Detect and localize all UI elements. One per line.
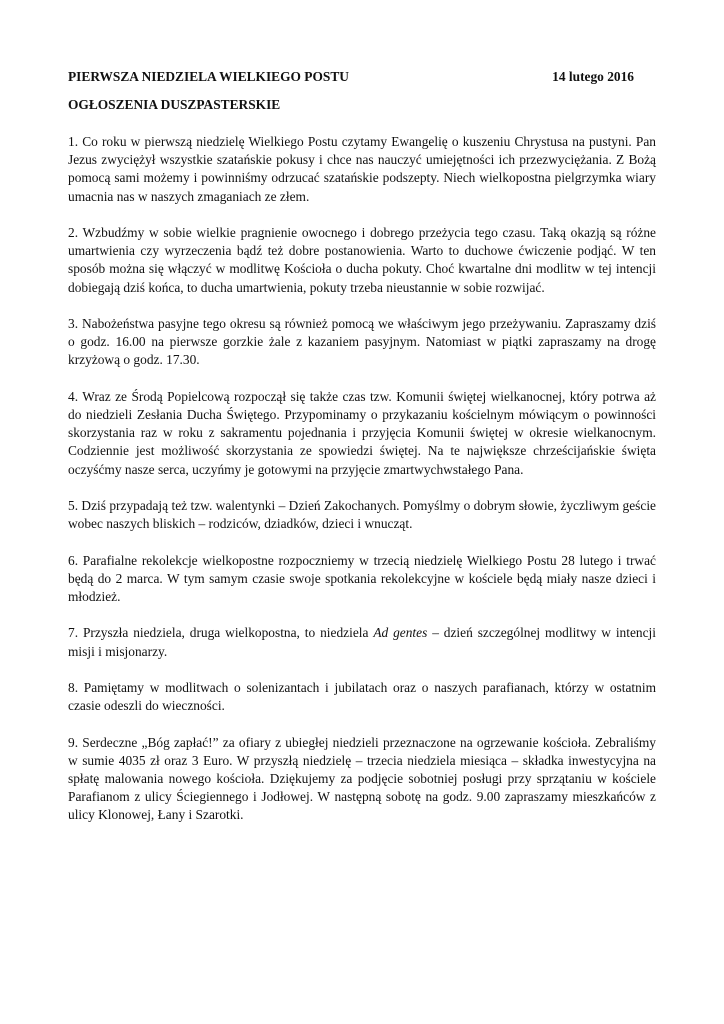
announcement-8: 8. Pamiętamy w modlitwach o solenizantach i jubilatach oraz o naszych parafianach, którzy w ostatnim czasie odeszli do wieczności. xyxy=(68,679,656,714)
announcement-1: 1. Co roku w pierwszą niedzielę Wielkiego Postu czytamy Ewangelię o kuszeniu Chrystusa na pustyni. Pan Jezus zwyciężył wszystkie szatańskie pokusy i chce nas nauczyć umiejętności ich przezwyciężania. Z Bożą pomocą sami możemy i powinniśmy odrzucać szatańskie podszepty. Niech wielkopostna pielgrzymka wiary umacnia nas w naszych zmaganiach ze złem. xyxy=(68,134,656,204)
announcement-7-italic: Ad gentes xyxy=(373,625,428,641)
header-row xyxy=(68,68,656,86)
announcement-7-text-before: 7. Przyszła niedziela, druga wielkopostna, to niedziela xyxy=(68,625,374,641)
announcement-3: 3. Nabożeństwa pasyjne tego okresu są również pomocą we właściwym jego przeżywaniu. Zapraszamy dziś o godz. 16.00 na pierwsze gorzkie żale z kazaniem pasyjnym. Natomiast w piątki zapraszamy na drogę krzyżową o godz. 17.30. xyxy=(68,316,656,368)
announcement-7 xyxy=(68,624,656,660)
announcement-7-text-after: – dzień szczególnej modlitwy w intencji misji i misjonarzy. xyxy=(68,625,656,659)
document-title: PIERWSZA NIEDZIELA WIELKIEGO POSTU xyxy=(68,69,349,84)
announcements-body xyxy=(68,133,656,843)
announcement-9: 9. Serdeczne „Bóg zapłać!” za ofiary z ubiegłej niedzieli przeznaczone na ogrzewanie kościoła. Zebraliśmy w sumie 4035 zł oraz 3 Euro. W przyszłą niedzielę – trzecia niedziela miesiąca – składka inwestycyjna na spłatę malowania nowego kościoła. Dziękujemy za podjęcie sobotniej posługi przy sprzątaniu w kościele Parafianom z ulicy Ściegiennego i Jodłowej. W następną sobotę na godz. 9.00 zapraszamy mieszkańców z ulicy Klonowej, Łany i Szarotki. xyxy=(68,734,656,823)
document-subtitle: OGŁOSZENIA DUSZPASTERSKIE xyxy=(68,97,281,112)
announcement-2: 2. Wzbudźmy w sobie wielkie pragnienie owocnego i dobrego przeżycia tego czasu. Taką okazją są różne umartwienia czy wyrzeczenia bądź też dobre postanowienia. Warto to duchowe ćwiczenie podjąć. W ten sposób można się włączyć w modlitwę Kościoła o ducha pokuty. Choć kwartalne dni modlitw w tej intencji dobiegają dziś końca, to ducha umartwienia, pokuty trzeba nieustannie w sobie rozwijać. xyxy=(68,225,656,295)
document-header xyxy=(68,68,656,114)
announcement-5: 5. Dziś przypadają też tzw. walentynki – Dzień Zakochanych. Pomyślmy o dobrym słowie, życzliwym geście wobec naszych bliskich – rodziców, dziadków, dzieci i wnucząt. xyxy=(68,498,656,532)
announcement-6: 6. Parafialne rekolekcje wielkopostne rozpoczniemy w trzecią niedzielę Wielkiego Postu 28 lutego i trwać będą do 2 marca. W tym samym czasie swoje spotkania rekolekcyjne w kościele będą miały nasze dzieci i młodzież. xyxy=(68,552,656,604)
document-date: 14 lutego 2016 xyxy=(552,69,634,84)
announcement-4: 4. Wraz ze Środą Popielcową rozpoczął się także czas tzw. Komunii świętej wielkanocnej, który potrwa aż do niedzieli Zesłania Ducha Świętego. Przypominamy o przykazaniu kościelnym mówiącym o powinności skorzystania raz w roku z sakramentu pojednania i przyjęcia Komunii świętej w okresie wielkanocnym. Codziennie jest możliwość skorzystania ze spowiedzi świętej. Na te największe chrześcijańskie święta oczyśćmy nasze serca, uczyńmy je gotowymi na przyjęcie zmartwychwstałego Pana. xyxy=(68,388,656,477)
